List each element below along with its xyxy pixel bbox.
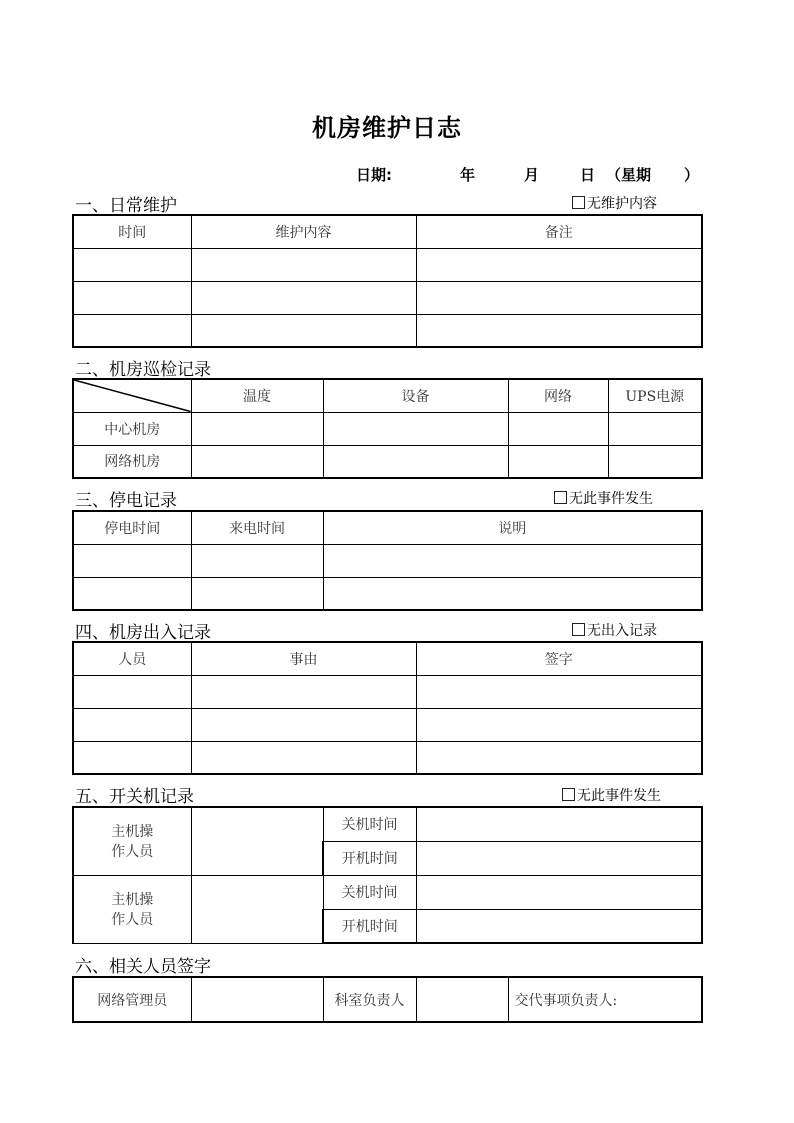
section-heading-power: 五、开关机记录: [75, 787, 194, 807]
table-cell[interactable]: [191, 741, 416, 774]
shutdown-time-cell[interactable]: [416, 875, 702, 909]
shutdown-time-label: 关机时间: [323, 807, 416, 841]
table-row: [73, 807, 702, 841]
table-cell[interactable]: [191, 544, 323, 577]
table-cell[interactable]: [608, 412, 702, 445]
daily-maintenance-table: [72, 214, 703, 348]
startup-time-cell[interactable]: [416, 909, 702, 943]
no-maintenance-checkbox[interactable]: [572, 193, 657, 213]
table-row: [73, 248, 702, 281]
month-label: 月: [524, 166, 540, 184]
table-row: [73, 445, 702, 478]
no-power-event-checkbox[interactable]: [562, 785, 661, 805]
operator-cell[interactable]: [191, 807, 323, 875]
operator-label: [73, 807, 191, 875]
checkbox-icon: [554, 491, 567, 504]
checkbox-label: 无此事件发生: [569, 491, 653, 507]
section-heading-outage: 三、停电记录: [75, 491, 177, 511]
shutdown-time-cell[interactable]: [416, 807, 702, 841]
table-cell[interactable]: [323, 577, 702, 610]
network-admin-label: 网络管理员: [73, 977, 191, 1022]
header-cell: 停电时间: [73, 511, 191, 544]
year-label: 年: [460, 166, 476, 184]
table-row: [73, 544, 702, 577]
table-cell[interactable]: [191, 445, 323, 478]
table-cell[interactable]: [191, 708, 416, 741]
table-cell[interactable]: [191, 248, 416, 281]
table-cell[interactable]: [73, 708, 191, 741]
table-cell[interactable]: [608, 445, 702, 478]
table-cell[interactable]: [416, 675, 702, 708]
table-cell[interactable]: [323, 445, 508, 478]
checkbox-icon: [562, 788, 575, 801]
header-cell: 签字: [416, 642, 702, 675]
section-heading-access: 四、机房出入记录: [75, 623, 211, 643]
header-cell: 事由: [191, 642, 416, 675]
operator-label-line2: 作人员: [111, 912, 154, 928]
header-cell: UPS电源: [608, 379, 702, 412]
row-label: 网络机房: [73, 445, 191, 478]
table-cell[interactable]: [416, 708, 702, 741]
table-cell[interactable]: [323, 544, 702, 577]
power-record-table: [72, 806, 703, 944]
operator-cell[interactable]: [191, 875, 323, 943]
table-cell[interactable]: [508, 445, 608, 478]
table-cell[interactable]: [73, 544, 191, 577]
table-cell[interactable]: [191, 314, 416, 347]
operator-label-line1: 主机操: [111, 892, 154, 908]
section-heading-daily: 一、日常维护: [75, 196, 177, 216]
handover-owner-field[interactable]: [508, 977, 702, 1022]
weekday-label-open: （星期: [606, 166, 652, 184]
table-row: [73, 875, 702, 909]
startup-time-label: 开机时间: [323, 909, 416, 943]
startup-time-cell[interactable]: [416, 841, 702, 875]
signature-table: [72, 976, 703, 1023]
table-cell[interactable]: [323, 412, 508, 445]
checkbox-icon: [572, 196, 585, 209]
startup-time-label: 开机时间: [323, 841, 416, 875]
table-cell[interactable]: [508, 412, 608, 445]
outage-table: [72, 510, 703, 611]
table-cell[interactable]: [416, 314, 702, 347]
table-header-row: [73, 511, 702, 544]
table-header-row: [73, 379, 702, 412]
table-cell[interactable]: [73, 741, 191, 774]
operator-label: [73, 875, 191, 943]
checkbox-label: 无出入记录: [587, 623, 657, 639]
table-cell[interactable]: [416, 741, 702, 774]
no-outage-checkbox[interactable]: [554, 488, 653, 508]
header-cell: 时间: [73, 215, 191, 248]
table-row: [73, 577, 702, 610]
table-cell[interactable]: [191, 281, 416, 314]
day-label: 日: [580, 166, 596, 184]
date-label: 日期:: [356, 166, 392, 184]
table-cell[interactable]: [73, 248, 191, 281]
header-cell: 备注: [416, 215, 702, 248]
operator-label-line2: 作人员: [111, 844, 154, 861]
table-row: [73, 708, 702, 741]
table-row: [73, 741, 702, 774]
section-heading-inspection: 二、机房巡检记录: [75, 360, 211, 380]
dept-head-signature[interactable]: [416, 977, 508, 1022]
table-header-row: [73, 215, 702, 248]
table-cell[interactable]: [73, 281, 191, 314]
checkbox-label: 无维护内容: [587, 196, 657, 212]
table-cell[interactable]: [73, 577, 191, 610]
table-row: [73, 977, 702, 1022]
weekday-label-close: ）: [684, 166, 700, 184]
table-row: [73, 281, 702, 314]
header-cell: 人员: [73, 642, 191, 675]
checkbox-icon: [572, 623, 585, 636]
table-cell[interactable]: [416, 281, 702, 314]
diagonal-header-cell: [73, 379, 191, 412]
inspection-table: [72, 378, 703, 479]
page-title: 机房维护日志: [312, 114, 462, 142]
table-row: [73, 412, 702, 445]
network-admin-signature[interactable]: [191, 977, 323, 1022]
row-label: 中心机房: [73, 412, 191, 445]
table-row: [73, 675, 702, 708]
section-heading-signatures: 六、相关人员签字: [75, 957, 211, 977]
table-cell[interactable]: [73, 675, 191, 708]
table-cell[interactable]: [73, 314, 191, 347]
handover-owner-label: 交代事项负责人:: [514, 992, 618, 1009]
table-row: [73, 314, 702, 347]
shutdown-time-label: 关机时间: [323, 875, 416, 909]
diagonal-line: [74, 380, 191, 412]
header-cell: 来电时间: [191, 511, 323, 544]
table-cell[interactable]: [191, 675, 416, 708]
checkbox-label: 无此事件发生: [577, 788, 661, 804]
header-cell: 网络: [508, 379, 608, 412]
operator-label-line1: 主机操: [111, 824, 154, 841]
table-cell[interactable]: [191, 577, 323, 610]
access-table: [72, 641, 703, 775]
table-cell[interactable]: [416, 248, 702, 281]
table-cell[interactable]: [191, 412, 323, 445]
dept-head-label: 科室负责人: [323, 977, 416, 1022]
header-cell: 说明: [323, 511, 702, 544]
header-cell: 维护内容: [191, 215, 416, 248]
header-cell: 温度: [191, 379, 323, 412]
table-header-row: [73, 642, 702, 675]
no-access-checkbox[interactable]: [572, 620, 657, 640]
header-cell: 设备: [323, 379, 508, 412]
